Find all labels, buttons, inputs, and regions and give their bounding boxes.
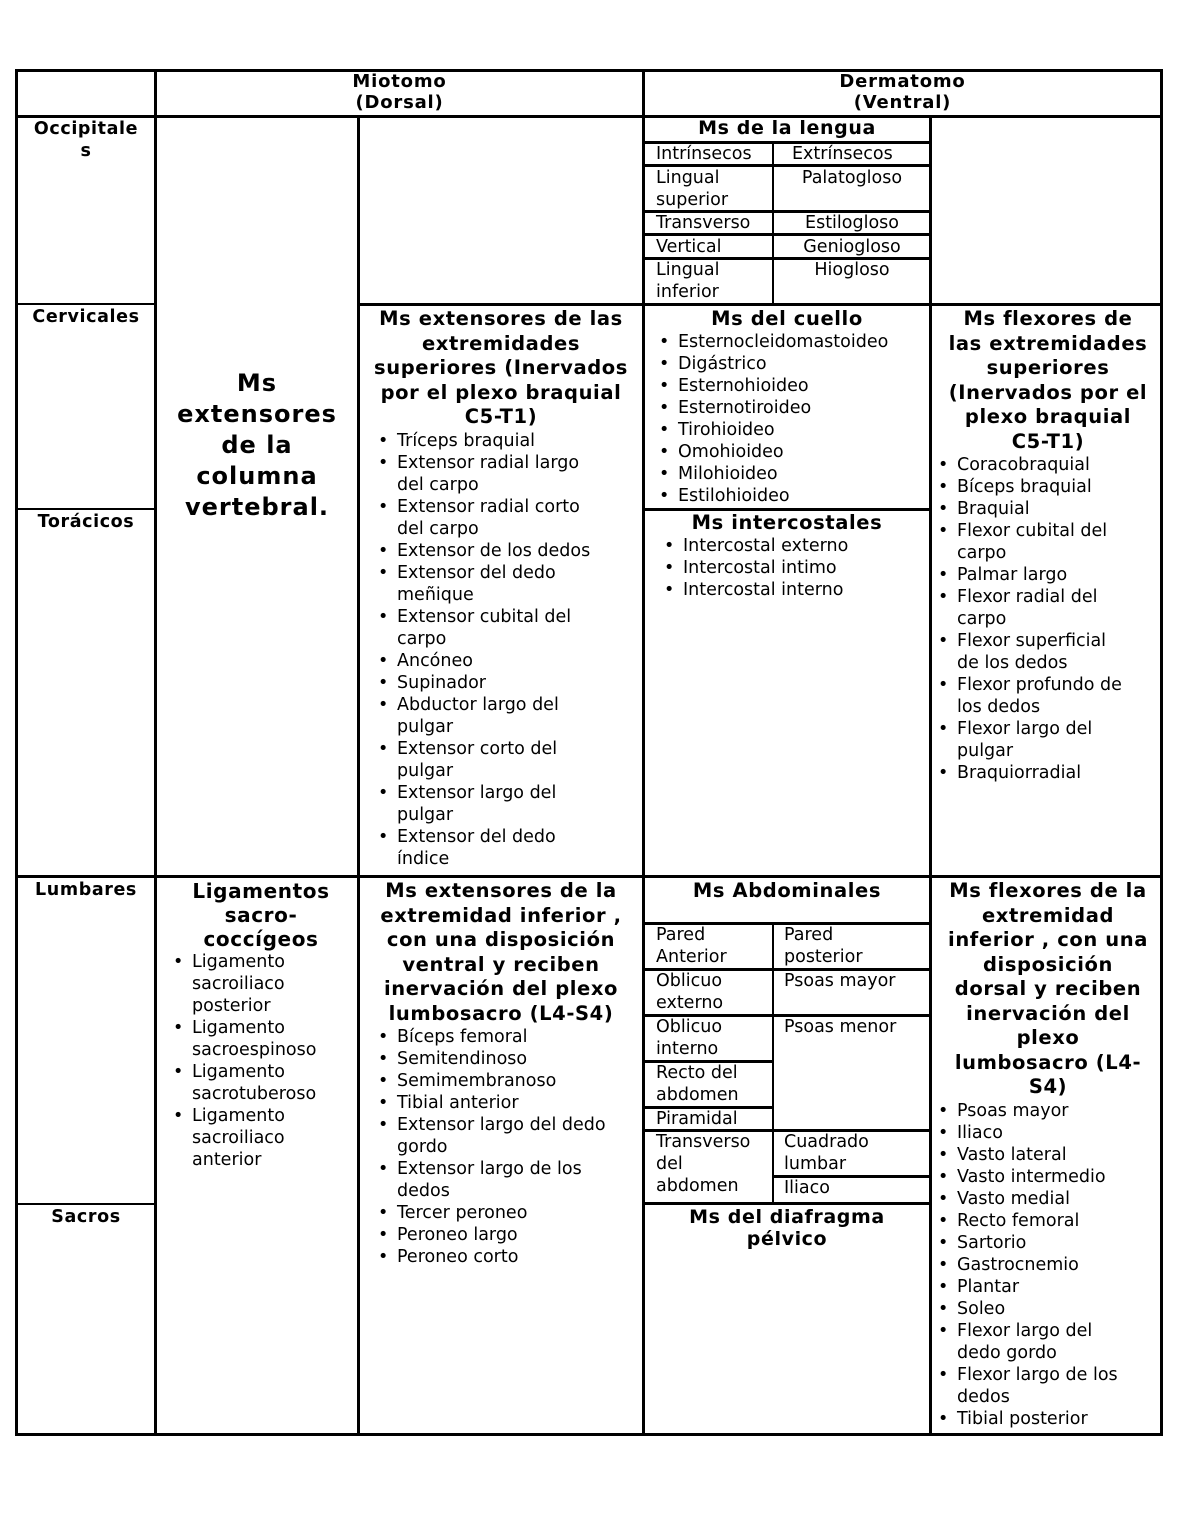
list-item-line: • Ligamento <box>192 1018 285 1038</box>
list-item <box>374 1092 642 1114</box>
row-divider-lumbar <box>15 875 1163 878</box>
region-label: s <box>80 141 92 161</box>
list-item <box>655 397 929 419</box>
list-item-line: carpo <box>397 628 447 649</box>
region-toracicos <box>18 511 154 533</box>
abd-left-cell <box>645 1108 772 1130</box>
list-item <box>374 496 642 540</box>
row-divider-occipital <box>357 303 1163 306</box>
list-item-line: • Flexor cubital del <box>957 521 1108 541</box>
text-line: disposición <box>982 952 1114 976</box>
abd-left-cell <box>645 970 772 1014</box>
list-item-line: • Flexor superficial <box>957 631 1107 651</box>
list-item-line: • Intercostal interno <box>683 580 844 600</box>
text-line: Recto del <box>656 1063 738 1083</box>
list-item <box>934 1210 1160 1232</box>
abd-left-cell <box>645 1131 772 1197</box>
list-item-line: • Digástrico <box>678 354 767 374</box>
list-item <box>374 738 642 782</box>
list-item-line: • Flexor largo de los <box>957 1364 1118 1385</box>
list-item <box>934 498 1160 520</box>
list-item <box>934 454 1160 476</box>
text-line: superiores (Inervados <box>374 356 628 379</box>
list-item-line: • Ancóneo <box>397 650 473 671</box>
abd-right-cell <box>774 924 930 968</box>
text-line: inervación del <box>966 1001 1130 1025</box>
region-divider-1 <box>15 303 157 305</box>
ext-inf-section <box>360 879 642 1268</box>
list-item <box>169 1061 353 1105</box>
list-item-line: gordo <box>397 1137 448 1157</box>
text-line: Oblicuo <box>656 1017 723 1037</box>
text-line: ventral y reciben <box>402 952 600 976</box>
list-item-line: • Semitendinoso <box>397 1049 528 1069</box>
list-item-line: • Extensor de los dedos <box>397 540 591 561</box>
ext-sup-title <box>360 307 642 430</box>
table-border-left <box>15 69 18 1436</box>
list-item <box>374 672 642 694</box>
text-line: Ms extensores de las <box>379 307 623 330</box>
text-line: Oblicuo <box>656 971 723 991</box>
text-line: Anterior <box>656 947 727 967</box>
ext-sup-section <box>360 307 642 870</box>
text-line: extensores <box>177 400 337 428</box>
intercostales-section <box>645 511 929 601</box>
text-line: por el plexo braquial <box>380 380 622 404</box>
list-item <box>374 1114 642 1158</box>
list-item-line: carpo <box>957 609 1007 629</box>
list-item-line: • Intercostal intimo <box>683 558 837 578</box>
list-item-line: meñique <box>397 584 474 605</box>
list-item <box>169 1017 353 1061</box>
list-item-line: • Semimembranoso <box>397 1071 557 1091</box>
text-line: externo <box>656 993 724 1013</box>
list-item-line: • Tirohioideo <box>678 420 775 440</box>
list-item-line: • Tibial posterior <box>957 1408 1088 1429</box>
abd-line <box>645 1202 931 1205</box>
list-item <box>934 1276 1160 1298</box>
list-item <box>374 694 642 738</box>
lengua-extrinsic-cell: Estilogloso <box>805 213 899 233</box>
list-item-line: • Estilohioideo <box>678 486 790 506</box>
list-item-line: • Extensor radial corto <box>397 496 580 517</box>
list-item-line: • Soleo <box>957 1298 1006 1319</box>
text-line: Ms flexores de <box>963 307 1133 330</box>
list-item-line: del carpo <box>397 518 479 539</box>
list-item-line: • Supinador <box>397 672 486 693</box>
list-item-line: • Recto femoral <box>957 1210 1080 1231</box>
text-line: Iliaco <box>784 1178 830 1198</box>
text-line: lumbar <box>784 1154 847 1174</box>
abd-left-cell <box>645 1062 772 1106</box>
text-line: Transverso <box>656 213 751 233</box>
list-item <box>660 579 929 601</box>
lengua-title: Ms de la lengua <box>698 117 876 139</box>
lengua-intrinsic-cell <box>645 167 772 211</box>
list-item <box>934 476 1160 498</box>
text-line: Ms flexores de la <box>949 879 1147 902</box>
text-line: lumbosacro (L4-S4) <box>388 1001 614 1025</box>
text-line: Psoas menor <box>784 1017 897 1037</box>
text-line: Ms extensores de la <box>385 879 617 902</box>
list-item <box>934 1232 1160 1254</box>
list-item <box>655 331 929 353</box>
list-item <box>655 353 929 375</box>
text-line: Piramidal <box>656 1109 738 1129</box>
ligamentos-section <box>157 879 357 1171</box>
diafragma-title <box>645 1206 929 1250</box>
text-line: las extremidades <box>948 331 1148 355</box>
list-item <box>934 630 1160 674</box>
list-item <box>374 562 642 606</box>
list-item <box>660 557 929 579</box>
list-item-line: dedos <box>957 1386 1010 1407</box>
spine-extensors-title <box>157 368 357 523</box>
list-item <box>374 540 642 562</box>
table-border-right <box>1160 69 1163 1436</box>
list-item-line: • Extensor corto del <box>397 738 558 759</box>
lengua-extrinsic-cell: Geniogloso <box>803 237 901 257</box>
region-divider-2 <box>15 508 157 510</box>
text-line: dorsal y reciben <box>954 977 1142 1000</box>
list-item-line: • Ligamento <box>192 952 285 972</box>
list-item-line: • Peroneo largo <box>397 1225 518 1245</box>
list-item-line: • Extensor largo del dedo <box>397 1115 606 1135</box>
list-item-line: • Extensor del dedo <box>397 826 556 847</box>
list-item <box>374 606 642 650</box>
list-item <box>934 1166 1160 1188</box>
list-item-line: • Flexor largo del <box>957 719 1093 739</box>
text-line: Ms <box>236 369 278 397</box>
list-item-line: índice <box>397 848 450 869</box>
abd-right-cell <box>774 970 930 992</box>
region-cervicales <box>18 306 154 328</box>
text-line: C5-T1) <box>464 405 538 428</box>
miotomo-header <box>157 71 642 113</box>
lengua-col-left: Intrínsecos <box>656 144 752 164</box>
region-occipitales <box>18 118 154 162</box>
list-item-line: • Flexor profundo de <box>957 675 1122 695</box>
text-line: superior <box>656 190 729 210</box>
list-item <box>660 535 929 557</box>
text-line: Pared <box>784 925 834 945</box>
list-item <box>934 520 1160 564</box>
cuello-list <box>655 331 929 507</box>
intercostales-list <box>660 535 929 601</box>
list-item-line: • Ligamento <box>192 1062 285 1082</box>
text-line: con una disposición <box>386 928 616 951</box>
list-item <box>374 452 642 496</box>
list-item <box>934 1408 1160 1430</box>
list-item-line: • Vasto medial <box>957 1188 1070 1209</box>
list-item-line: • Braquiorradial <box>957 763 1082 783</box>
header-divider <box>15 115 1163 118</box>
text-line: posterior <box>784 947 863 967</box>
list-item <box>655 375 929 397</box>
text-line: Cuadrado <box>784 1132 869 1152</box>
list-item <box>374 1026 642 1048</box>
list-item <box>374 1246 642 1268</box>
list-item-line: • Braquial <box>957 499 1030 519</box>
intercostales-title: Ms intercostales <box>691 511 883 534</box>
text-line: abdomen <box>656 1085 739 1105</box>
list-item-line: • Abductor largo del <box>397 694 559 715</box>
text-line: abdomen <box>656 1176 739 1196</box>
text-line: Lingual <box>656 168 720 188</box>
list-item <box>374 430 642 452</box>
list-item-line: sacroiliaco <box>192 1128 285 1148</box>
list-item-line: • Tibial anterior <box>397 1093 519 1113</box>
list-item-line: • Tercer peroneo <box>397 1203 528 1223</box>
lengua-col-right: Extrínsecos <box>792 144 893 164</box>
text-line: Pared <box>656 925 706 945</box>
list-item <box>934 1188 1160 1210</box>
text-line: extremidad <box>981 903 1115 927</box>
list-item-line: • Plantar <box>957 1276 1020 1297</box>
dermatomo-title: Dermatomo <box>839 71 966 92</box>
list-item <box>934 1254 1160 1276</box>
lengua-intrinsic-cell <box>645 236 772 258</box>
list-item-line: • Flexor largo del <box>957 1320 1093 1341</box>
region-label: Lumbares <box>35 880 137 900</box>
text-line: lumbosacro (L4- <box>954 1050 1142 1074</box>
cuello-section <box>645 307 929 507</box>
list-item <box>374 1224 642 1246</box>
list-item-line: sacroiliaco <box>192 974 285 994</box>
list-item <box>934 1364 1160 1408</box>
list-item-line: • Extensor cubital del <box>397 606 572 627</box>
list-item-line: • Coracobraquial <box>957 455 1090 475</box>
list-item <box>934 564 1160 586</box>
list-item <box>934 1122 1160 1144</box>
list-item <box>374 1202 642 1224</box>
dermatomo-subtitle: (Ventral) <box>853 92 952 113</box>
list-item-line: • Vasto intermedio <box>957 1166 1106 1187</box>
list-item <box>374 1048 642 1070</box>
list-item-line: • Esternohioideo <box>678 376 809 396</box>
list-item-line: anterior <box>192 1150 262 1170</box>
abd-left-cell <box>645 924 772 968</box>
text-line: Psoas mayor <box>784 971 896 991</box>
list-item-line: • Bíceps femoral <box>397 1027 528 1047</box>
table-border-bottom <box>15 1433 1163 1436</box>
list-item-line: pulgar <box>397 760 454 781</box>
region-lumbares <box>18 879 154 901</box>
list-item-line: sacroespinoso <box>192 1040 317 1060</box>
text-line: plexo <box>1016 1026 1080 1049</box>
list-item <box>934 1298 1160 1320</box>
list-item <box>655 463 929 485</box>
list-item-line: dedos <box>397 1181 450 1201</box>
text-line: columna <box>196 462 318 490</box>
list-item-line: • Psoas mayor <box>957 1100 1069 1121</box>
list-item-line: • Esternocleidomastoideo <box>678 332 889 352</box>
abd-right-cell <box>774 1016 930 1038</box>
text-line: Ligamentos <box>192 879 330 903</box>
list-item-line: posterior <box>192 996 271 1016</box>
list-item-line: • Extensor del dedo <box>397 562 556 583</box>
text-line: pélvico <box>746 1228 828 1250</box>
list-item-line: pulgar <box>397 804 454 825</box>
region-sacros <box>18 1206 154 1228</box>
list-item-line: dedo gordo <box>957 1342 1057 1363</box>
miotomo-subtitle: (Dorsal) <box>355 92 444 113</box>
text-line: S4) <box>1028 1075 1068 1098</box>
list-item <box>934 762 1160 784</box>
text-line: Transverso <box>656 1132 751 1152</box>
list-item-line: • Gastrocnemio <box>957 1254 1079 1275</box>
list-item <box>934 674 1160 718</box>
list-item-line: • Vasto lateral <box>957 1144 1067 1165</box>
text-line: del <box>656 1154 683 1174</box>
list-item <box>934 586 1160 630</box>
list-item-line: • Iliaco <box>957 1122 1003 1143</box>
list-item-line: carpo <box>957 543 1007 563</box>
list-item-line: • Peroneo corto <box>397 1247 519 1267</box>
region-label: Occipitale <box>33 119 139 139</box>
list-item <box>934 1100 1160 1122</box>
list-item-line: • Sartorio <box>957 1232 1027 1253</box>
region-label: Torácicos <box>37 512 135 532</box>
list-item <box>374 650 642 672</box>
list-item <box>169 951 353 1017</box>
text-line: de la <box>221 431 293 459</box>
list-item-line: • Omohioideo <box>678 442 784 462</box>
list-item-line: • Bíceps braquial <box>957 477 1092 497</box>
list-item <box>655 441 929 463</box>
list-item-line: • Extensor largo de los <box>397 1159 582 1179</box>
list-item <box>374 782 642 826</box>
text-line: coccígeos <box>203 927 319 951</box>
flex-sup-list <box>934 454 1160 784</box>
abd-right-cell <box>774 1177 930 1199</box>
list-item-line: • Palmar largo <box>957 565 1068 585</box>
region-divider-3 <box>15 1203 157 1205</box>
flex-sup-section <box>932 307 1160 784</box>
ligamentos-list <box>169 951 353 1171</box>
text-line: Vertical <box>656 237 722 257</box>
ext-inf-list <box>374 1026 642 1268</box>
list-item-line: • Esternotiroideo <box>678 398 812 418</box>
ligamentos-title <box>169 879 353 951</box>
text-line: sacro- <box>224 903 298 927</box>
list-item-line: pulgar <box>957 741 1014 761</box>
text-line: vertebral. <box>184 493 330 521</box>
list-item-line: • Milohioideo <box>678 464 778 484</box>
flex-inf-section <box>932 879 1160 1430</box>
list-item-line: los dedos <box>957 697 1041 717</box>
flex-inf-title <box>936 879 1160 1100</box>
list-item <box>655 419 929 441</box>
list-item <box>934 718 1160 762</box>
text-line: Ms del diafragma <box>689 1206 885 1228</box>
lengua-extrinsic-cell: Palatogloso <box>801 168 903 188</box>
flex-inf-list <box>934 1100 1160 1430</box>
list-item-line: sacrotuberoso <box>192 1084 317 1104</box>
list-item <box>934 1320 1160 1364</box>
text-line: interno <box>656 1039 719 1059</box>
text-line: inferior , con una <box>948 928 1148 951</box>
text-line: inferior <box>656 282 719 302</box>
lengua-extrinsic-cell: Hiogloso <box>814 260 890 280</box>
ext-sup-list <box>374 430 642 870</box>
text-line: extremidades <box>421 331 581 355</box>
list-item <box>655 485 929 507</box>
list-item <box>374 1070 642 1092</box>
flex-sup-title <box>936 307 1160 454</box>
list-item-line: de los dedos <box>957 653 1068 673</box>
cuello-title: Ms del cuello <box>711 307 863 330</box>
list-item-line: • Ligamento <box>192 1106 285 1126</box>
list-item-line: • Flexor radial del <box>957 587 1098 607</box>
abd-right-cell <box>774 1131 930 1175</box>
abdominales-title: Ms Abdominales <box>692 879 882 902</box>
text-line: C5-T1) <box>1011 429 1085 453</box>
list-item-line: pulgar <box>397 716 454 737</box>
text-line: plexo braquial <box>964 405 1132 428</box>
list-item-line: • Intercostal externo <box>683 536 849 556</box>
list-item-line: • Extensor largo del <box>397 782 557 803</box>
text-line: (Inervados por el <box>948 380 1148 404</box>
col-divider-1 <box>154 69 157 1436</box>
abd-left-cell <box>645 1016 772 1060</box>
text-line: superiores <box>986 356 1110 379</box>
dermatomo-header <box>645 71 1160 113</box>
list-item-line: del carpo <box>397 474 479 495</box>
list-item <box>374 1158 642 1202</box>
text-line: Lingual <box>656 260 720 280</box>
list-item-line: • Tríceps braquial <box>397 430 536 451</box>
list-item <box>934 1144 1160 1166</box>
region-label: Cervicales <box>32 307 140 327</box>
list-item <box>169 1105 353 1171</box>
lengua-intrinsic-cell <box>645 212 772 234</box>
lengua-intrinsic-cell <box>645 259 772 303</box>
list-item-line: • Extensor radial largo <box>397 452 580 473</box>
list-item <box>374 826 642 870</box>
ext-inf-title <box>360 879 642 1026</box>
region-label: Sacros <box>51 1207 121 1227</box>
text-line: inervación del plexo <box>383 977 619 1000</box>
miotomo-title: Miotomo <box>352 71 447 92</box>
text-line: extremidad inferior , <box>380 903 622 927</box>
